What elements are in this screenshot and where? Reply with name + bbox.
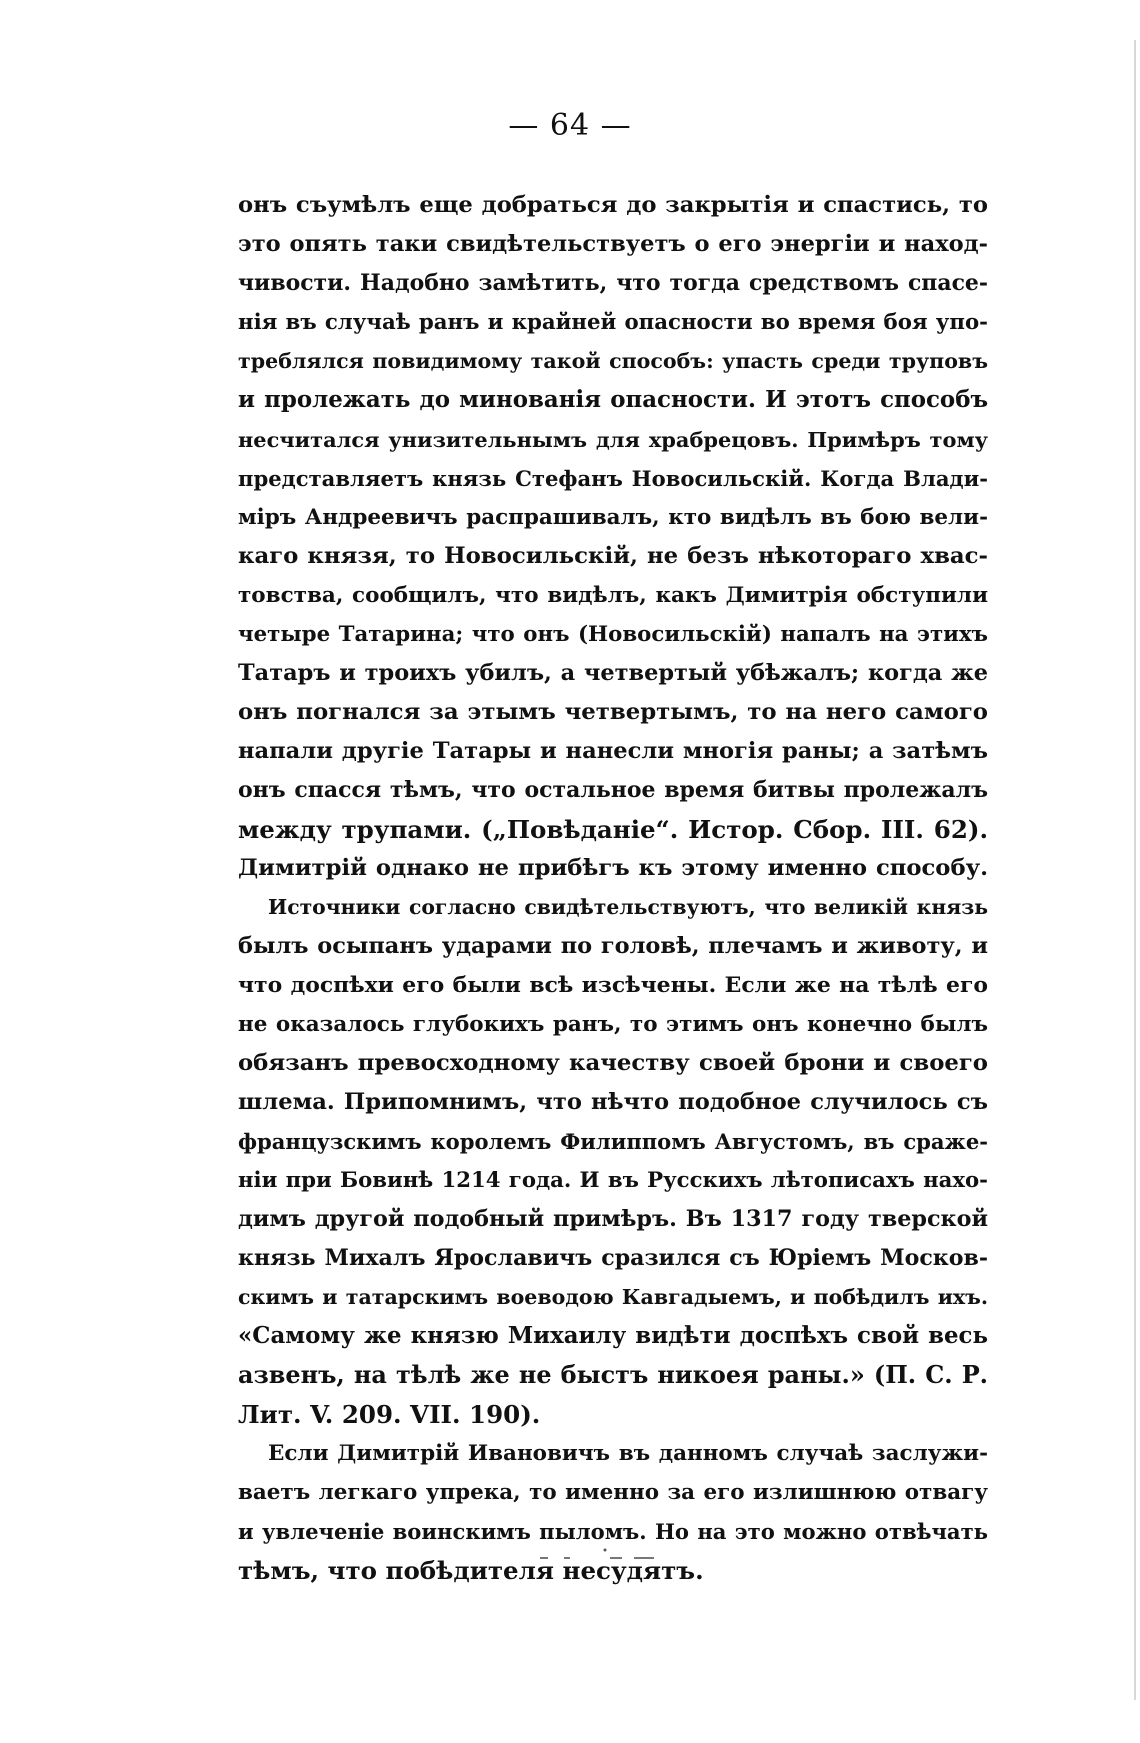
text-line: князь Михалъ Ярославичъ сразился съ Юріемъ Москов- <box>238 1245 988 1271</box>
text-line: не оказалось глубокихъ ранъ, то этимъ онъ конечно былъ <box>238 1012 988 1037</box>
body-text <box>238 186 988 1590</box>
page-number: — 64 — <box>508 108 632 143</box>
text-line: чивости. Надобно замѣтить, что тогда средствомъ спасе- <box>238 270 988 296</box>
text-line: онъ спасся тѣмъ, что остальное время битвы пролежалъ <box>238 777 988 803</box>
text-line: міръ Андреевичъ распрашивалъ, кто видѣлъ въ бою вели- <box>238 505 988 530</box>
text-line: тѣмъ, что побѣдителя несудятъ. <box>238 1556 704 1585</box>
scan-edge-shadow <box>1134 40 1136 1700</box>
text-line: Димитрій однако не прибѣгъ къ этому именно способу. <box>238 855 988 881</box>
paragraph-1 <box>238 186 988 888</box>
text-line: «Самому же князю Михаилу видѣти доспѣхъ свой весь <box>238 1323 988 1349</box>
text-line: онъ съумѣлъ еще добраться до закрытія и спастись, то <box>238 192 988 218</box>
text-line: Источники согласно свидѣтельствуютъ, что великій князь <box>268 895 988 919</box>
text-line: былъ осыпанъ ударами по головѣ, плечамъ и животу, и <box>238 933 988 959</box>
text-line: треблялся повидимому такой способъ: упасть среди труповъ <box>238 349 988 373</box>
text-line: скимъ и татарскимъ воеводою Кавгадыемъ, и побѣдилъ ихъ. <box>238 1285 988 1309</box>
text-line: Если Димитрій Ивановичъ въ данномъ случаѣ заслужи- <box>268 1441 988 1466</box>
text-line: представляетъ князь Стефанъ Новосильскій. Когда Влади- <box>238 466 988 491</box>
text-line: ваетъ легкаго упрека, то именно за его излишнюю отвагу <box>238 1480 988 1505</box>
text-line: нія въ случаѣ ранъ и крайней опасности во время боя упо- <box>238 310 988 335</box>
text-line: и пролежать до минованія опасности. И этотъ способъ <box>238 387 988 413</box>
text-line: напали другіе Татары и нанесли многія раны; а затѣмъ <box>238 738 988 764</box>
text-line: четыре Татарина; что онъ (Новосильскій) напалъ на этихъ <box>238 622 988 647</box>
text-line: димъ другой подобный примѣръ. Въ 1317 году тверской <box>238 1206 988 1232</box>
text-line: французскимъ королемъ Филиппомъ Августомъ, въ сраже- <box>238 1129 988 1154</box>
text-line: обязанъ превосходному качеству своей брони и своего <box>238 1050 988 1076</box>
paragraph-2 <box>238 888 988 1434</box>
text-line: Лит. V. 209. VII. 190). <box>238 1400 541 1429</box>
text-line: это опять таки свидѣтельствуетъ о его энергіи и наход- <box>238 231 988 257</box>
text-line: онъ погнался за этымъ четвертымъ, то на него самого <box>238 699 988 725</box>
text-line: товства, сообщилъ, что видѣлъ, какъ Димитрія обступили <box>238 583 988 608</box>
text-line: шлема. Припомнимъ, что нѣчто подобное случилось съ <box>238 1089 988 1115</box>
text-line: азвенъ, на тѣлѣ же не быстъ никоея раны.» (П. С. Р. <box>238 1361 988 1389</box>
text-line: несчитался унизительнымъ для храбрецовъ. Примѣръ тому <box>238 427 988 452</box>
text-line: ніи при Бовинѣ 1214 года. И въ Русскихъ лѣтописахъ нахо- <box>238 1168 988 1193</box>
text-line: между трупами. („Повѣданіе“. Истор. Сбор. III. 62). <box>238 815 988 844</box>
text-line: каго князя, то Новосильскій, не безъ нѣкотораго хвас- <box>238 543 988 569</box>
text-line: и увлеченіе воинскимъ пыломъ. Но на это можно отвѣчать <box>238 1519 988 1544</box>
text-line: Татаръ и троихъ убилъ, а четвертый убѣжалъ; когда же <box>238 660 988 686</box>
text-line: что доспѣхи его были всѣ изсѣчены. Если же на тѣлѣ его <box>238 972 988 998</box>
end-ornament-dashes <box>530 1548 690 1568</box>
